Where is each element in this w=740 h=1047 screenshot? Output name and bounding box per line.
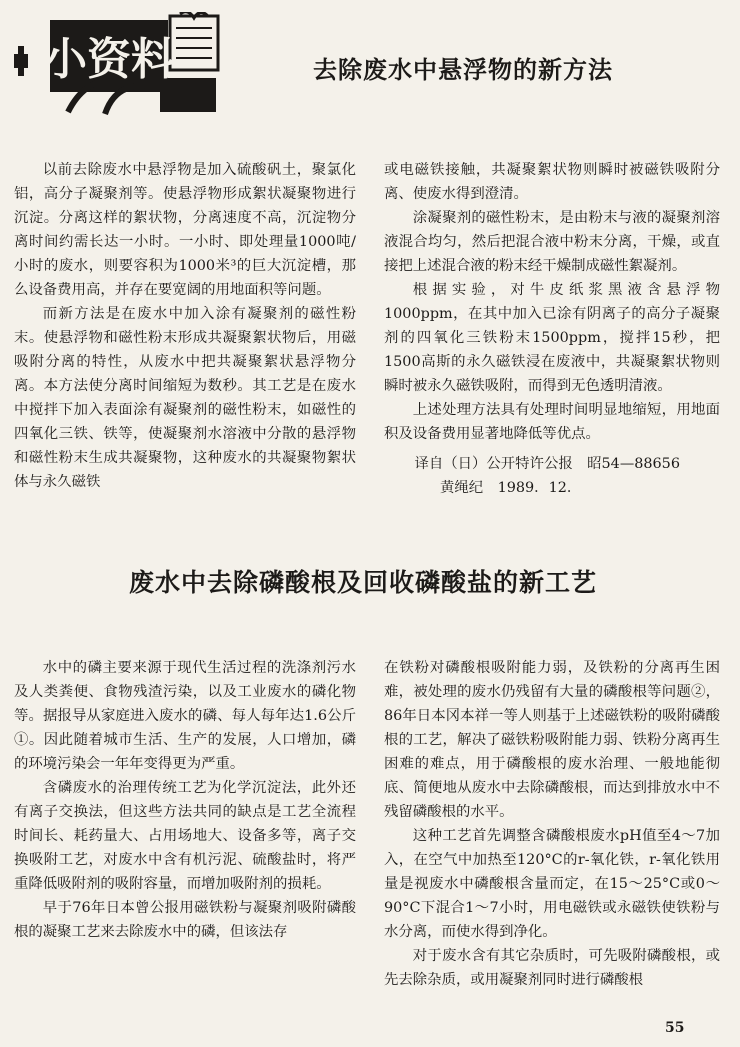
article2-column-right	[384, 656, 720, 1046]
article2-title: 废水中去除磷酸根及回收磷酸盐的新工艺	[129, 568, 598, 597]
article1-paragraph: 以前去除废水中悬浮物是加入硫酸矾土，聚氯化铝，高分子凝聚剂等。使悬浮物形成絮状凝聚物进行沉淀。分离这样的絮状物，分离速度不高，沉淀物分离时间约需长达一小时。一小时、即处理量1000吨/小时的废水，则要容积为1000米³的巨大沉淀槽，那么设备费用高，并存在要宽阔的用地面积等问题。	[14, 162, 356, 298]
article2-paragraph: 早于76年日本曾公报用磁铁粉与凝聚剂吸附磷酸根的凝聚工艺来去除废水中的磷，但该法存	[14, 900, 356, 940]
article1-source: 译自（日）公开特许公报 昭54—88656	[414, 456, 680, 472]
article1-paragraph: 上述处理方法具有处理时间明显地缩短，用地面积及设备费用显著地降低等优点。	[384, 402, 720, 442]
article1-title: 去除废水中悬浮物的新方法	[313, 55, 613, 84]
xiaoziliao-logo	[10, 12, 225, 117]
article1-paragraph: 而新方法是在废水中加入涂有凝聚剂的磁性粉末。使悬浮物和磁性粉末形成共凝聚絮状物后，用磁吸附分离的特性，从废水中把共凝聚絮状悬浮物分离。本方法使分离时间缩短为数秒。其工艺是在废水中搅拌下加入表面涂有凝聚剂的磁性粉末，如磁性的四氧化三铁、铁等，使凝聚剂水溶液中分散的悬浮物和磁性粉末生成共凝聚物，这种废水的共凝聚物絮状体与永久磁铁	[14, 306, 356, 490]
page-number: 55	[665, 1020, 685, 1036]
article2-column-left	[14, 656, 356, 1046]
article1-paragraph: 根据实验，对牛皮纸浆黑液含悬浮物1000ppm，在其中加入已涂有阴离子的高分子凝聚剂的四氧化三铁粉末1500ppm，搅拌15秒，把1500高斯的永久磁铁浸在废液中，共凝聚絮状物则瞬时被永久磁铁吸附，而得到无色透明清液。	[384, 282, 720, 394]
article2-paragraph: 这种工艺首先调整含磷酸根废水pH值至4～7加入，在空气中加热至120°C的r-氧化铁，r-氧化铁用量是视废水中磷酸根含量而定，在15～25°C或0～90°C下混合1～7小时，用电磁铁或永磁铁使铁粉与水分离，而使水得到净化。	[384, 828, 720, 940]
section-logo	[10, 12, 225, 117]
article2-paragraph: 对于废水含有其它杂质时，可先吸附磷酸根，或先去除杂质，或用凝聚剂同时进行磷酸根	[384, 948, 720, 988]
article1-column-right	[384, 158, 720, 538]
article2-paragraph: 在铁粉对磷酸根吸附能力弱，及铁粉的分离再生困难，被处理的废水仍残留有大量的磷酸根等问题②，86年日本冈本祥一等人则基于上述磁铁粉的吸附磷酸根的工艺，解决了磁铁粉吸附能力弱、铁粉分离再生困难的难点，用于磷酸根的废水治理、一般地能彻底、简便地从废水中去除磷酸根，而达到排放水中不残留磷酸根的水平。	[384, 660, 720, 820]
article2-paragraph: 水中的磷主要来源于现代生活过程的洗涤剂污水及人类粪便、食物残渣污染，以及工业废水的磷化物等。据报导从家庭进入废水的磷、每人每年达1.6公斤①。因此随着城市生活、生产的发展，人口增加，磷的环境污染会一年年变得更为严重。	[14, 660, 356, 772]
article1-paragraph: 或电磁铁接触，共凝聚絮状物则瞬时被磁铁吸附分离、使废水得到澄清。	[384, 162, 720, 202]
article1-column-left	[14, 158, 356, 538]
logo-text: 小资料	[43, 34, 175, 85]
article2-paragraph: 含磷废水的治理传统工艺为化学沉淀法，此外还有离子交换法，但这些方法共同的缺点是工艺全流程时间长、耗药量大、占用场地大、设备多等，离子交换吸附工艺，对废水中含有机污泥、硫酸盐时，将严重降低吸附剂的吸附容量，而增加吸附剂的损耗。	[14, 780, 356, 892]
article1-paragraph: 涂凝聚剂的磁性粉末，是由粉末与液的凝聚剂溶液混合均匀，然后把混合液中粉末分离，干燥，或直接把上述混合液的粉末经干燥制成磁性絮凝剂。	[384, 210, 720, 274]
article1-translator: 黄绳纪 1989．12．	[440, 480, 582, 496]
